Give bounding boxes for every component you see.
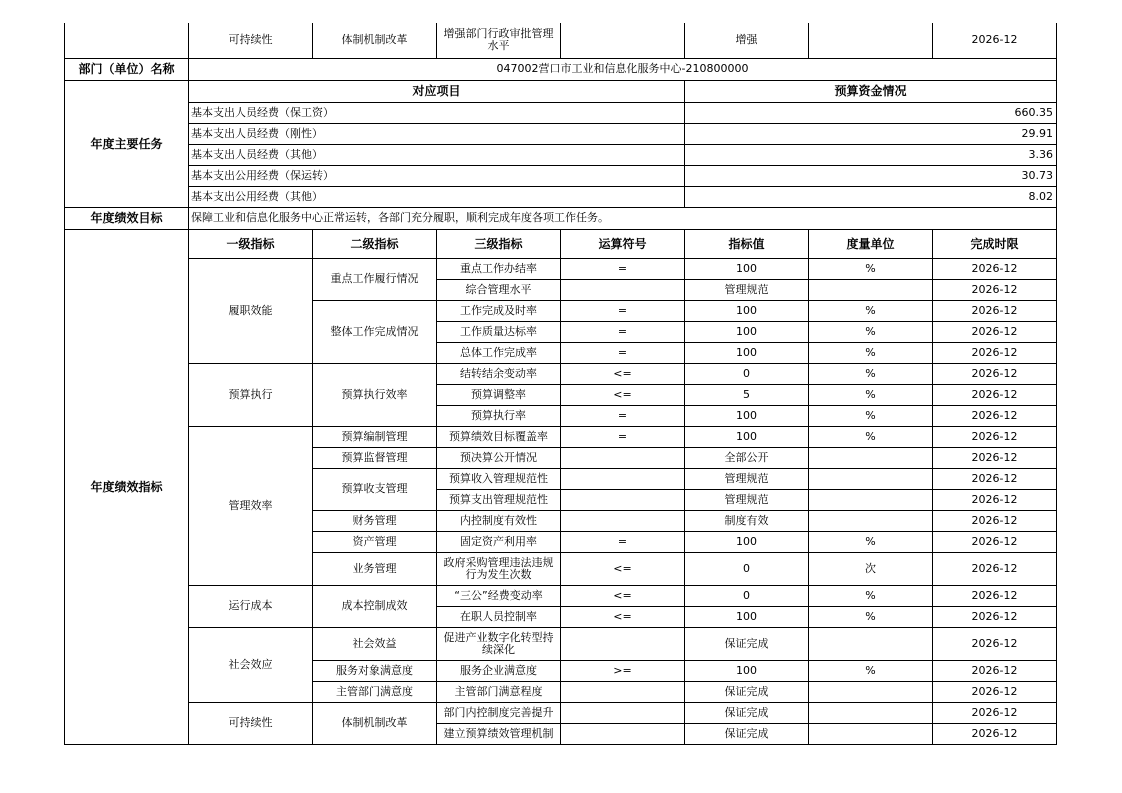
- val-cell: 100: [685, 660, 809, 681]
- date-cell: 2026-12: [933, 468, 1057, 489]
- l3-cell: 建立预算绩效管理机制: [437, 723, 561, 744]
- unit-cell: %: [809, 258, 933, 279]
- l1-cell: 管理效率: [189, 426, 313, 585]
- val-cell: 0: [685, 552, 809, 585]
- date-cell: 2026-12: [933, 585, 1057, 606]
- unit-cell: [809, 468, 933, 489]
- op-cell: [561, 681, 685, 702]
- op-cell: [561, 447, 685, 468]
- unit-cell: %: [809, 660, 933, 681]
- header-l2: 二级指标: [313, 229, 437, 258]
- date-cell: 2026-12: [933, 489, 1057, 510]
- date-cell: 2026-12: [933, 627, 1057, 660]
- unit-cell: %: [809, 363, 933, 384]
- val-cell: 保证完成: [685, 723, 809, 744]
- val-cell: 100: [685, 426, 809, 447]
- op-cell: =: [561, 300, 685, 321]
- l3-cell: 工作完成及时率: [437, 300, 561, 321]
- l3-cell: 预算绩效目标覆盖率: [437, 426, 561, 447]
- val-cell: 0: [685, 585, 809, 606]
- l3-cell: 服务企业满意度: [437, 660, 561, 681]
- unit-cell: %: [809, 585, 933, 606]
- val-cell: 保证完成: [685, 681, 809, 702]
- val-cell: 100: [685, 342, 809, 363]
- l2-cell: 预算收支管理: [313, 468, 437, 510]
- l3-cell: 重点工作办结率: [437, 258, 561, 279]
- date-cell: 2026-12: [933, 552, 1057, 585]
- date-cell: 2026-12: [933, 321, 1057, 342]
- date-cell: 2026-12: [933, 426, 1057, 447]
- goal-row: [65, 207, 1057, 229]
- l3-cell: 内控制度有效性: [437, 510, 561, 531]
- indicator-row: [65, 702, 1057, 723]
- l2-cell: 成本控制成效: [313, 585, 437, 627]
- val-cell: 100: [685, 606, 809, 627]
- unit-cell: %: [809, 426, 933, 447]
- l3-cell: 预算执行率: [437, 405, 561, 426]
- tasks-header-row: [65, 80, 1057, 102]
- top-unit-cell: [809, 23, 933, 58]
- top-op-cell: [561, 23, 685, 58]
- l1-cell: 预算执行: [189, 363, 313, 426]
- val-cell: 100: [685, 531, 809, 552]
- l3-cell: 综合管理水平: [437, 279, 561, 300]
- task-name: 基本支出公用经费（其他）: [189, 186, 685, 207]
- dept-row: [65, 58, 1057, 80]
- unit-cell: %: [809, 321, 933, 342]
- unit-cell: [809, 681, 933, 702]
- tasks-col-item: 对应项目: [189, 80, 685, 102]
- indicator-row: [65, 627, 1057, 660]
- date-cell: 2026-12: [933, 300, 1057, 321]
- unit-cell: [809, 723, 933, 744]
- header-l3: 三级指标: [437, 229, 561, 258]
- date-cell: 2026-12: [933, 258, 1057, 279]
- top-continuation-row: [65, 23, 1057, 58]
- l3-cell: 主管部门满意程度: [437, 681, 561, 702]
- l3-cell: 政府采购管理违法违规行为发生次数: [437, 552, 561, 585]
- date-cell: 2026-12: [933, 660, 1057, 681]
- l2-cell: 主管部门满意度: [313, 681, 437, 702]
- unit-cell: %: [809, 405, 933, 426]
- l2-cell: 服务对象满意度: [313, 660, 437, 681]
- val-cell: 100: [685, 321, 809, 342]
- top-l1-cell: 可持续性: [189, 23, 313, 58]
- val-cell: 保证完成: [685, 702, 809, 723]
- header-op: 运算符号: [561, 229, 685, 258]
- val-cell: 5: [685, 384, 809, 405]
- task-amount: 8.02: [685, 186, 1057, 207]
- val-cell: 管理规范: [685, 468, 809, 489]
- unit-cell: [809, 510, 933, 531]
- top-l2-cell: 体制机制改革: [313, 23, 437, 58]
- op-cell: <=: [561, 606, 685, 627]
- val-cell: 全部公开: [685, 447, 809, 468]
- l2-cell: 业务管理: [313, 552, 437, 585]
- l2-cell: 体制机制改革: [313, 702, 437, 744]
- task-amount: 660.35: [685, 102, 1057, 123]
- val-cell: 制度有效: [685, 510, 809, 531]
- indicator-row: [65, 258, 1057, 279]
- l3-cell: 固定资产利用率: [437, 531, 561, 552]
- op-cell: =: [561, 258, 685, 279]
- date-cell: 2026-12: [933, 681, 1057, 702]
- date-cell: 2026-12: [933, 447, 1057, 468]
- top-date-cell: 2026-12: [933, 23, 1057, 58]
- l1-cell: 社会效应: [189, 627, 313, 702]
- unit-cell: %: [809, 342, 933, 363]
- l3-cell: 预决算公开情况: [437, 447, 561, 468]
- l3-cell: 预算支出管理规范性: [437, 489, 561, 510]
- header-unit: 度量单位: [809, 229, 933, 258]
- dept-value: 047002营口市工业和信息化服务中心-210800000: [189, 58, 1057, 80]
- unit-cell: [809, 279, 933, 300]
- val-cell: 100: [685, 258, 809, 279]
- indicator-row: [65, 585, 1057, 606]
- l3-cell: 促进产业数字化转型持续深化: [437, 627, 561, 660]
- unit-cell: %: [809, 300, 933, 321]
- op-cell: <=: [561, 363, 685, 384]
- l2-cell: 整体工作完成情况: [313, 300, 437, 363]
- date-cell: 2026-12: [933, 384, 1057, 405]
- l3-cell: 预算调整率: [437, 384, 561, 405]
- op-cell: [561, 510, 685, 531]
- l2-cell: 重点工作履行情况: [313, 258, 437, 300]
- l1-cell: 运行成本: [189, 585, 313, 627]
- task-amount: 30.73: [685, 165, 1057, 186]
- unit-cell: %: [809, 606, 933, 627]
- top-l3-cell: 增强部门行政审批管理水平: [437, 23, 561, 58]
- date-cell: 2026-12: [933, 606, 1057, 627]
- op-cell: >=: [561, 660, 685, 681]
- date-cell: 2026-12: [933, 510, 1057, 531]
- date-cell: 2026-12: [933, 363, 1057, 384]
- l1-cell: 可持续性: [189, 702, 313, 744]
- val-cell: 100: [685, 405, 809, 426]
- unit-cell: [809, 702, 933, 723]
- val-cell: 100: [685, 300, 809, 321]
- dept-label: 部门（单位）名称: [65, 58, 189, 80]
- goal-value: 保障工业和信息化服务中心正常运转，各部门充分履职，顺利完成年度各项工作任务。: [189, 207, 1057, 229]
- task-name: 基本支出人员经费（刚性）: [189, 123, 685, 144]
- l2-cell: 预算监督管理: [313, 447, 437, 468]
- date-cell: 2026-12: [933, 342, 1057, 363]
- indicators-label: 年度绩效指标: [65, 229, 189, 744]
- date-cell: 2026-12: [933, 723, 1057, 744]
- date-cell: 2026-12: [933, 702, 1057, 723]
- unit-cell: 次: [809, 552, 933, 585]
- l3-cell: 部门内控制度完善提升: [437, 702, 561, 723]
- performance-table: [64, 23, 1057, 745]
- op-cell: =: [561, 531, 685, 552]
- op-cell: [561, 279, 685, 300]
- op-cell: =: [561, 426, 685, 447]
- l3-cell: 预算收入管理规范性: [437, 468, 561, 489]
- val-cell: 保证完成: [685, 627, 809, 660]
- indicator-header-row: [65, 229, 1057, 258]
- l3-cell: “三公”经费变动率: [437, 585, 561, 606]
- task-row: [65, 165, 1057, 186]
- op-cell: =: [561, 342, 685, 363]
- val-cell: 管理规范: [685, 279, 809, 300]
- op-cell: <=: [561, 384, 685, 405]
- top-val-cell: 增强: [685, 23, 809, 58]
- date-cell: 2026-12: [933, 405, 1057, 426]
- indicator-row: [65, 426, 1057, 447]
- task-row: [65, 123, 1057, 144]
- task-row: [65, 186, 1057, 207]
- l3-cell: 总体工作完成率: [437, 342, 561, 363]
- op-cell: [561, 723, 685, 744]
- task-row: [65, 102, 1057, 123]
- indicator-row: [65, 363, 1057, 384]
- date-cell: 2026-12: [933, 531, 1057, 552]
- tasks-col-fund: 预算资金情况: [685, 80, 1057, 102]
- task-amount: 3.36: [685, 144, 1057, 165]
- task-name: 基本支出人员经费（其他）: [189, 144, 685, 165]
- op-cell: =: [561, 321, 685, 342]
- val-cell: 0: [685, 363, 809, 384]
- unit-cell: %: [809, 384, 933, 405]
- val-cell: 管理规范: [685, 489, 809, 510]
- l2-cell: 预算编制管理: [313, 426, 437, 447]
- l2-cell: 财务管理: [313, 510, 437, 531]
- l1-cell: 履职效能: [189, 258, 313, 363]
- op-cell: <=: [561, 585, 685, 606]
- task-amount: 29.91: [685, 123, 1057, 144]
- goal-label: 年度绩效目标: [65, 207, 189, 229]
- l3-cell: 工作质量达标率: [437, 321, 561, 342]
- unit-cell: %: [809, 531, 933, 552]
- tasks-label: 年度主要任务: [65, 80, 189, 207]
- unit-cell: [809, 447, 933, 468]
- header-val: 指标值: [685, 229, 809, 258]
- op-cell: [561, 702, 685, 723]
- top-empty-cell: [65, 23, 189, 58]
- unit-cell: [809, 489, 933, 510]
- l2-cell: 资产管理: [313, 531, 437, 552]
- op-cell: <=: [561, 552, 685, 585]
- header-l1: 一级指标: [189, 229, 313, 258]
- l2-cell: 社会效益: [313, 627, 437, 660]
- op-cell: =: [561, 405, 685, 426]
- header-date: 完成时限: [933, 229, 1057, 258]
- unit-cell: [809, 627, 933, 660]
- l2-cell: 预算执行效率: [313, 363, 437, 426]
- task-name: 基本支出公用经费（保运转）: [189, 165, 685, 186]
- l3-cell: 结转结余变动率: [437, 363, 561, 384]
- op-cell: [561, 627, 685, 660]
- op-cell: [561, 468, 685, 489]
- l3-cell: 在职人员控制率: [437, 606, 561, 627]
- op-cell: [561, 489, 685, 510]
- task-name: 基本支出人员经费（保工资）: [189, 102, 685, 123]
- date-cell: 2026-12: [933, 279, 1057, 300]
- task-row: [65, 144, 1057, 165]
